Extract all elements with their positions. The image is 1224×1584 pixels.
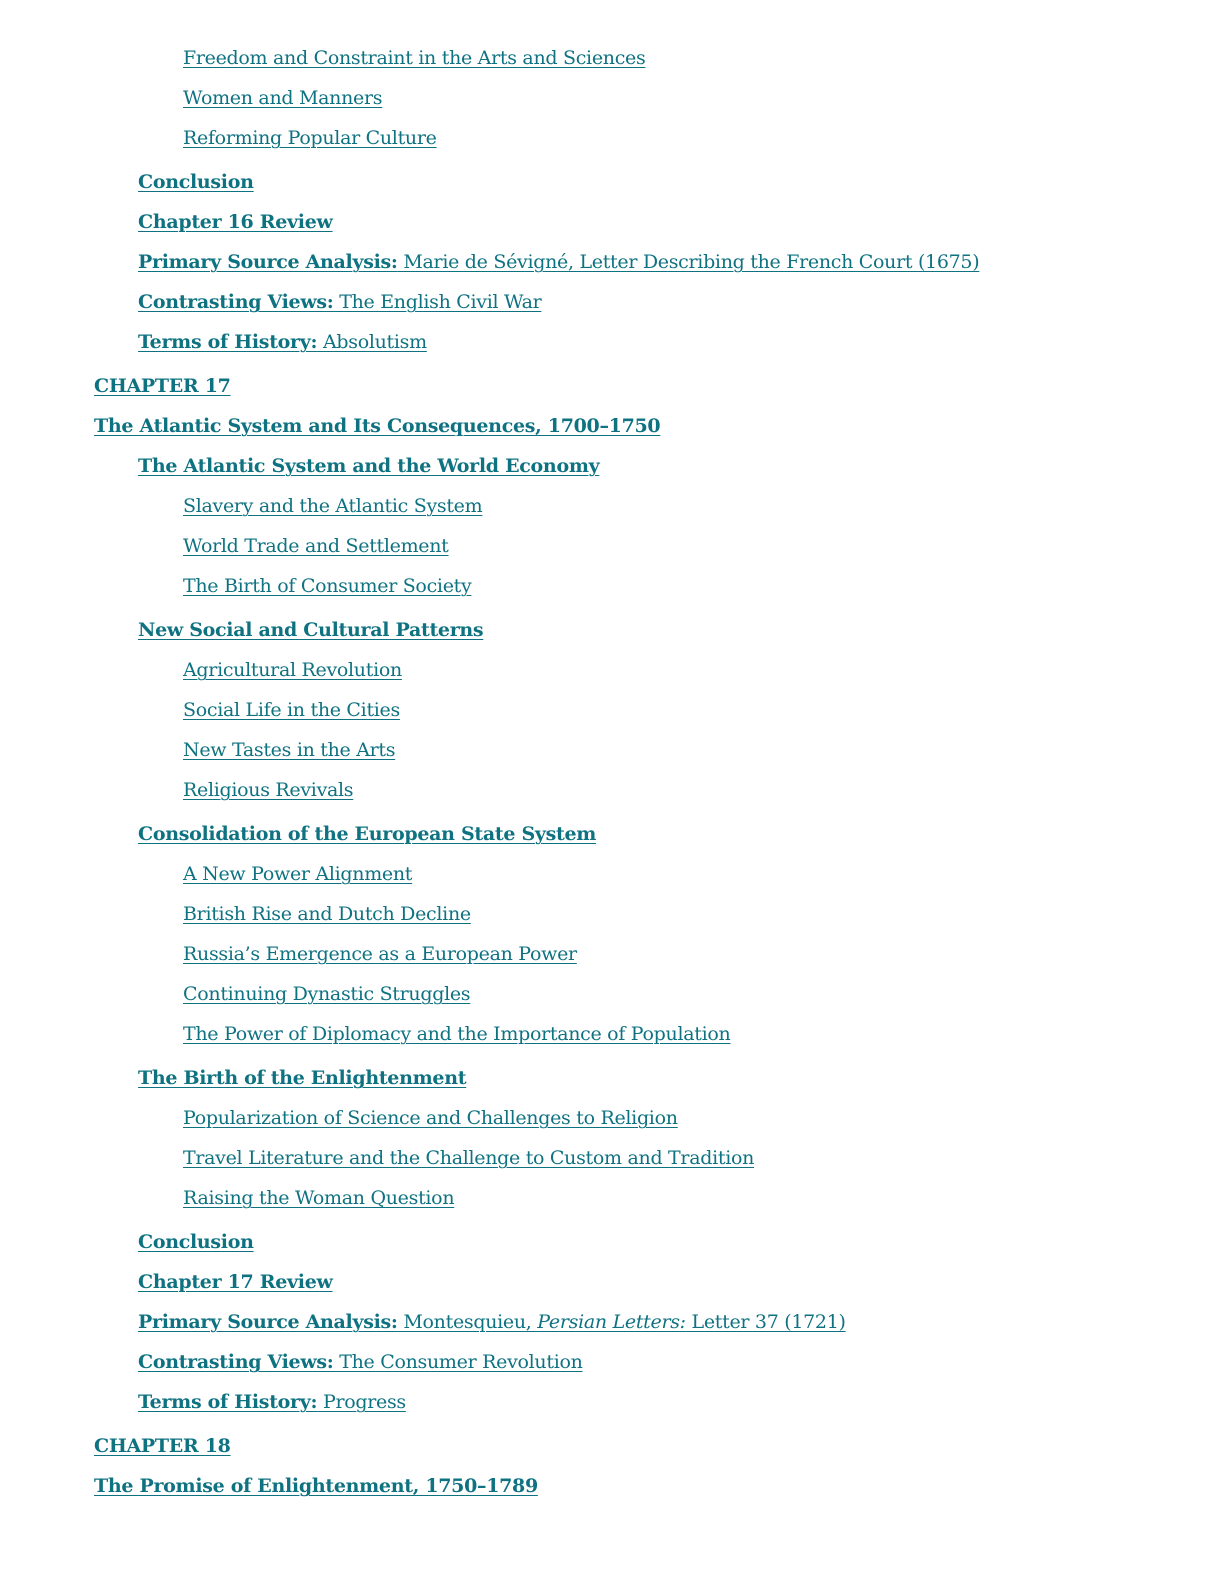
toc-link[interactable] bbox=[138, 1311, 846, 1333]
toc-link[interactable] bbox=[183, 943, 577, 965]
toc-entry-level-1 bbox=[0, 168, 1224, 196]
toc-link-text: CHAPTER 18 bbox=[94, 1435, 231, 1457]
toc-entry-level-2 bbox=[0, 492, 1224, 520]
toc-link-text: British Rise and Dutch Decline bbox=[183, 903, 471, 925]
toc-link[interactable] bbox=[94, 1475, 538, 1497]
toc-link-text: Freedom and Constraint in the Arts and Sciences bbox=[183, 47, 646, 69]
toc-link[interactable] bbox=[138, 1391, 406, 1413]
toc-link[interactable] bbox=[138, 1351, 583, 1373]
toc-link[interactable] bbox=[183, 863, 412, 885]
toc-link[interactable] bbox=[183, 535, 449, 557]
table-of-contents bbox=[0, 44, 1224, 1500]
toc-entry-level-1 bbox=[0, 452, 1224, 480]
toc-link-text: The Birth of the Enlightenment bbox=[138, 1067, 467, 1089]
toc-link-text: The Power of Diplomacy and the Importance of Population bbox=[183, 1023, 731, 1045]
toc-link-text: A New Power Alignment bbox=[183, 863, 413, 885]
toc-entry-level-2 bbox=[0, 44, 1224, 72]
toc-link[interactable] bbox=[138, 455, 599, 477]
toc-entry-level-1 bbox=[0, 328, 1224, 356]
toc-entry-level-2 bbox=[0, 656, 1224, 684]
toc-link[interactable] bbox=[138, 171, 254, 193]
toc-link-text: Slavery and the Atlantic System bbox=[183, 495, 483, 517]
toc-link[interactable] bbox=[94, 1435, 231, 1457]
toc-entry-level-2 bbox=[0, 532, 1224, 560]
toc-entry-level-1 bbox=[0, 248, 1224, 276]
toc-link-text: Conclusion bbox=[138, 1231, 254, 1253]
toc-link-text: The Atlantic System and Its Consequences, 1700–1750 bbox=[94, 415, 661, 437]
toc-link-text: CHAPTER 17 bbox=[94, 375, 231, 397]
toc-entry-level-0 bbox=[0, 412, 1224, 440]
toc-link-text: Absolutism bbox=[317, 331, 427, 353]
toc-link[interactable] bbox=[94, 415, 660, 437]
toc-link-text: Persian Letters: bbox=[537, 1311, 686, 1333]
toc-link-text: Russia’s Emergence as a European Power bbox=[183, 943, 577, 965]
toc-entry-level-2 bbox=[0, 736, 1224, 764]
toc-link-text: The Promise of Enlightenment, 1750–1789 bbox=[94, 1475, 538, 1497]
toc-link[interactable] bbox=[138, 211, 333, 233]
toc-entry-level-2 bbox=[0, 1144, 1224, 1172]
toc-entry-level-2 bbox=[0, 776, 1224, 804]
toc-link[interactable] bbox=[138, 1067, 466, 1089]
toc-entry-level-1 bbox=[0, 1348, 1224, 1376]
toc-link[interactable] bbox=[183, 659, 402, 681]
toc-link-text: Raising the Woman Question bbox=[183, 1187, 455, 1209]
toc-link-text: Primary Source Analysis: bbox=[138, 1311, 398, 1333]
toc-link[interactable] bbox=[138, 1271, 333, 1293]
toc-link-text: Marie de Sévigné, Letter Describing the French Court (1675) bbox=[397, 251, 980, 273]
toc-link-text: New Social and Cultural Patterns bbox=[138, 619, 484, 641]
toc-link-text: Continuing Dynastic Struggles bbox=[183, 983, 471, 1005]
toc-link[interactable] bbox=[183, 127, 437, 149]
toc-entry-level-2 bbox=[0, 124, 1224, 152]
toc-link-text: Contrasting Views: bbox=[138, 1351, 334, 1373]
toc-link-text: Reforming Popular Culture bbox=[183, 127, 437, 149]
toc-link-text: Conclusion bbox=[138, 171, 254, 193]
toc-link[interactable] bbox=[138, 619, 483, 641]
toc-link-text: Chapter 16 Review bbox=[138, 211, 333, 233]
toc-link-text: World Trade and Settlement bbox=[183, 535, 449, 557]
toc-link[interactable] bbox=[138, 291, 541, 313]
toc-entry-level-2 bbox=[0, 900, 1224, 928]
toc-link[interactable] bbox=[183, 575, 471, 597]
toc-link[interactable] bbox=[138, 1231, 254, 1253]
toc-link[interactable] bbox=[94, 375, 231, 397]
toc-link[interactable] bbox=[183, 1023, 730, 1045]
toc-link-text: The English Civil War bbox=[333, 291, 542, 313]
toc-entry-level-2 bbox=[0, 980, 1224, 1008]
toc-link-text: Women and Manners bbox=[183, 87, 383, 109]
toc-entry-level-2 bbox=[0, 940, 1224, 968]
toc-link-text: Terms of History: bbox=[138, 331, 318, 353]
toc-link-text: Agricultural Revolution bbox=[183, 659, 402, 681]
toc-entry-level-2 bbox=[0, 572, 1224, 600]
toc-entry-level-1 bbox=[0, 288, 1224, 316]
toc-entry-level-2 bbox=[0, 1104, 1224, 1132]
toc-link-text: New Tastes in the Arts bbox=[183, 739, 396, 761]
toc-link[interactable] bbox=[183, 1187, 454, 1209]
toc-link-text: Terms of History: bbox=[138, 1391, 318, 1413]
toc-link[interactable] bbox=[183, 903, 471, 925]
toc-entry-level-0 bbox=[0, 372, 1224, 400]
toc-link-text: Religious Revivals bbox=[183, 779, 354, 801]
toc-entry-level-0 bbox=[0, 1472, 1224, 1500]
toc-link[interactable] bbox=[183, 1107, 678, 1129]
toc-link[interactable] bbox=[183, 495, 482, 517]
toc-entry-level-1 bbox=[0, 1228, 1224, 1256]
toc-link-text: The Birth of Consumer Society bbox=[183, 575, 472, 597]
toc-link[interactable] bbox=[183, 87, 382, 109]
toc-link[interactable] bbox=[138, 251, 979, 273]
toc-link-text: Consolidation of the European State System bbox=[138, 823, 597, 845]
toc-link-text: Primary Source Analysis: bbox=[138, 251, 398, 273]
toc-link-text: The Atlantic System and the World Economy bbox=[138, 455, 600, 477]
toc-link[interactable] bbox=[183, 47, 645, 69]
toc-link[interactable] bbox=[183, 779, 353, 801]
toc-link-text: Montesquieu, bbox=[397, 1311, 538, 1333]
toc-link[interactable] bbox=[183, 699, 400, 721]
toc-link[interactable] bbox=[138, 331, 427, 353]
toc-link-text: Contrasting Views: bbox=[138, 291, 334, 313]
toc-link-text: Letter 37 (1721) bbox=[685, 1311, 846, 1333]
toc-entry-level-1 bbox=[0, 208, 1224, 236]
toc-entry-level-1 bbox=[0, 1308, 1224, 1336]
toc-entry-level-0 bbox=[0, 1432, 1224, 1460]
toc-link-text: The Consumer Revolution bbox=[333, 1351, 583, 1373]
toc-entry-level-1 bbox=[0, 1388, 1224, 1416]
toc-entry-level-2 bbox=[0, 1184, 1224, 1212]
toc-link[interactable] bbox=[183, 983, 470, 1005]
toc-link-text: Travel Literature and the Challenge to Custom and Tradition bbox=[183, 1147, 755, 1169]
toc-entry-level-1 bbox=[0, 1268, 1224, 1296]
toc-link[interactable] bbox=[138, 823, 596, 845]
toc-entry-level-1 bbox=[0, 1064, 1224, 1092]
toc-entry-level-2 bbox=[0, 696, 1224, 724]
toc-link[interactable] bbox=[183, 739, 395, 761]
toc-link-text: Progress bbox=[317, 1391, 406, 1413]
toc-entry-level-2 bbox=[0, 84, 1224, 112]
toc-link-text: Social Life in the Cities bbox=[183, 699, 400, 721]
toc-link-text: Popularization of Science and Challenges to Religion bbox=[183, 1107, 678, 1129]
toc-entry-level-2 bbox=[0, 860, 1224, 888]
toc-entry-level-1 bbox=[0, 616, 1224, 644]
toc-link[interactable] bbox=[183, 1147, 754, 1169]
toc-entry-level-2 bbox=[0, 1020, 1224, 1048]
toc-link-text: Chapter 17 Review bbox=[138, 1271, 333, 1293]
toc-entry-level-1 bbox=[0, 820, 1224, 848]
